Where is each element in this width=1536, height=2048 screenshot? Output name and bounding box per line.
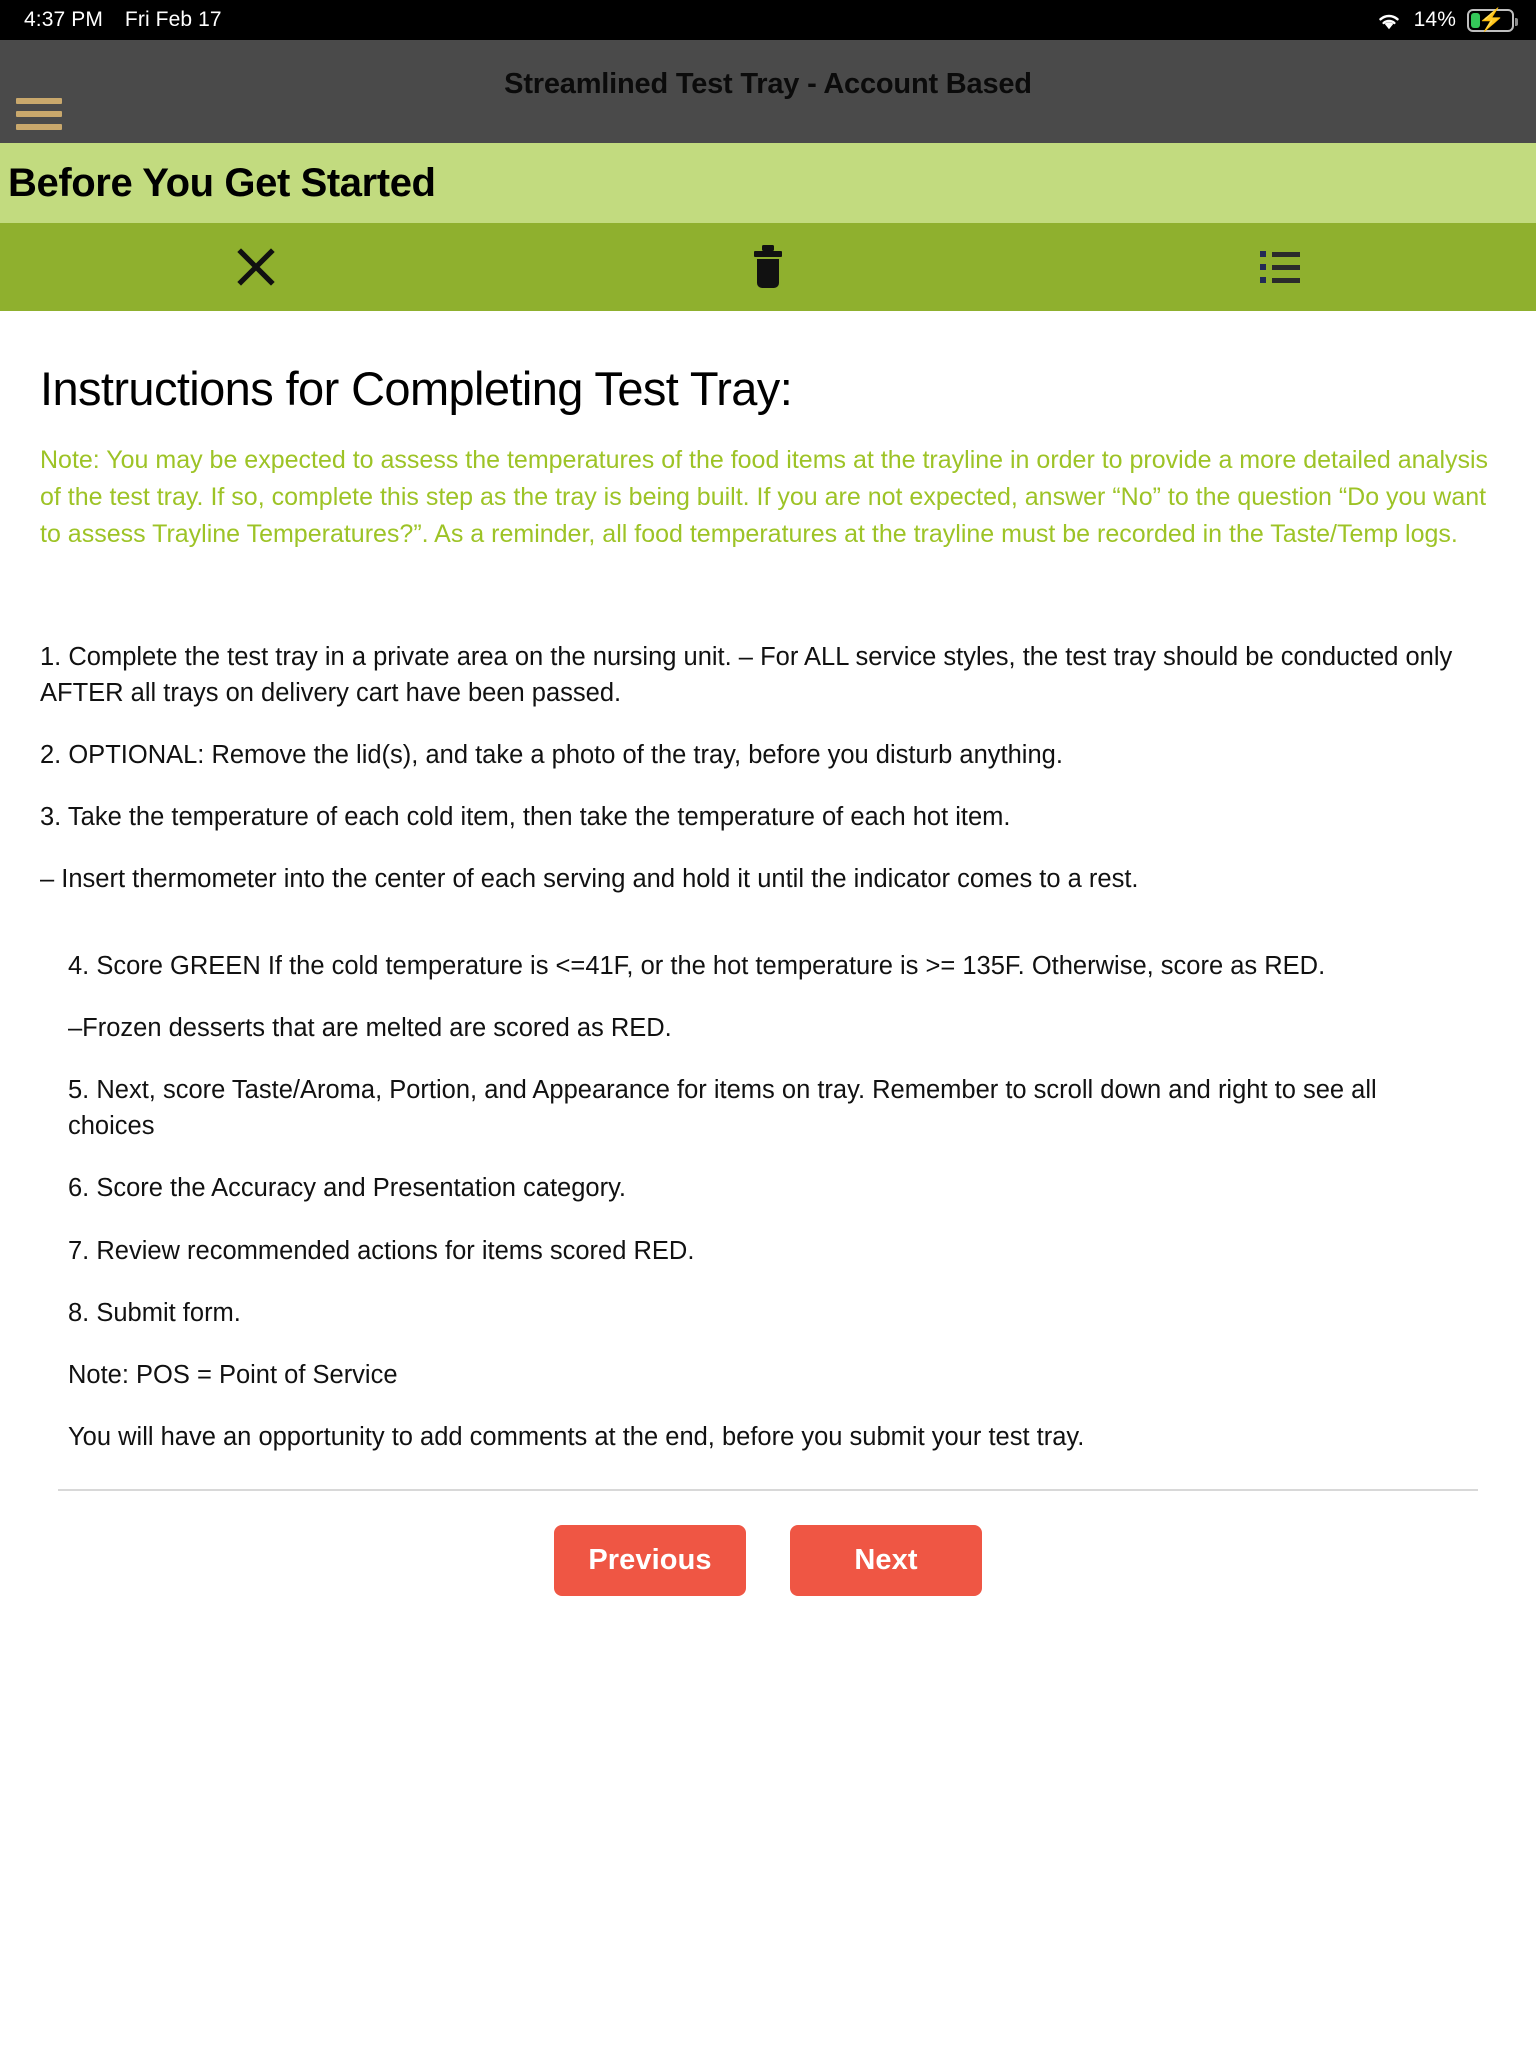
app-nav-bar <box>0 40 1536 143</box>
previous-button[interactable]: Previous <box>554 1525 746 1596</box>
instruction-step: 5. Next, score Taste/Aroma, Portion, and Appearance for items on tray. Remember to scroll down and right to see all choices <box>68 1076 1377 1141</box>
instruction-substep: – Insert thermometer into the center of each serving and hold it until the indicator comes to a rest. <box>40 865 1139 894</box>
trayline-temperature-note: Note: You may be expected to assess the temperatures of the food items at the trayline in order to provide a more detailed analysis of the test tray. If so, complete this step as the tray is being built. If you are not expected, answer “No” to the question “Do you want to assess Trayline Temperatures?”. As a reminder, all food temperatures at the trayline must be recorded in the Taste/Temp logs. <box>40 445 1489 548</box>
instructions-content <box>0 311 1536 1596</box>
battery-percent-label: 14% <box>1413 8 1456 31</box>
status-bar <box>0 0 1536 40</box>
hamburger-menu-icon[interactable] <box>16 94 62 134</box>
content-heading: Instructions for Completing Test Tray: <box>40 362 793 415</box>
instruction-substep: –Frozen desserts that are melted are scored as RED. <box>68 1013 672 1042</box>
instruction-step: 4. Score GREEN If the cold temperature is <=41F, or the hot temperature is >= 135F. Otherwise, score as RED. <box>68 951 1326 980</box>
action-toolbar <box>0 223 1536 311</box>
close-button[interactable] <box>0 223 512 311</box>
instruction-step: 3. Take the temperature of each cold item, then take the temperature of each hot item. <box>40 803 1011 832</box>
status-bar-left <box>24 8 222 32</box>
section-header <box>0 143 1536 223</box>
footer-actions <box>40 1491 1496 1596</box>
instruction-step: 1. Complete the test tray in a private area on the nursing unit. – For ALL service styles, the test tray should be conducted only AFTER all trays on delivery cart have been passed. <box>40 642 1453 707</box>
instruction-step: 6. Score the Accuracy and Presentation category. <box>68 1174 627 1203</box>
close-x-icon <box>233 244 279 290</box>
next-button[interactable]: Next <box>790 1525 982 1596</box>
pos-definition-note: Note: POS = Point of Service <box>68 1361 398 1390</box>
page-title: Streamlined Test Tray - Account Based <box>504 68 1032 100</box>
section-title: Before You Get Started <box>8 160 436 205</box>
delete-button[interactable] <box>512 223 1024 311</box>
instruction-step: 2. OPTIONAL: Remove the lid(s), and take a photo of the tray, before you disturb anything. <box>40 741 1063 770</box>
instruction-step: 7. Review recommended actions for items scored RED. <box>68 1236 695 1265</box>
comments-note: You will have an opportunity to add comments at the end, before you submit your test tray. <box>68 1423 1085 1452</box>
wifi-icon <box>1375 9 1403 31</box>
list-icon <box>1258 247 1302 287</box>
list-button[interactable] <box>1024 223 1536 311</box>
status-date: Fri Feb 17 <box>124 8 222 31</box>
battery-charging-icon: ⚡ <box>1467 9 1514 32</box>
status-bar-right <box>1375 8 1514 32</box>
trash-icon <box>746 243 790 291</box>
status-time: 4:37 PM <box>24 8 103 31</box>
instruction-step: 8. Submit form. <box>68 1298 241 1327</box>
